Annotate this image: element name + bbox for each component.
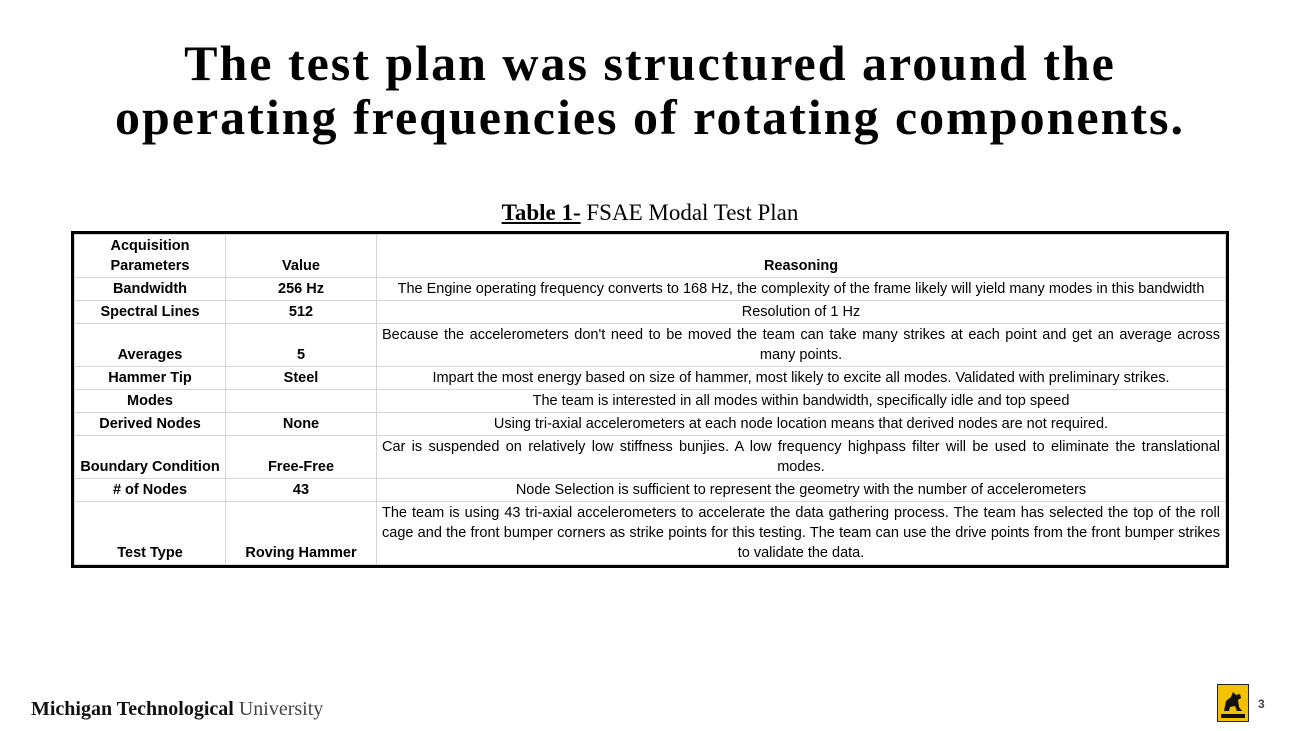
- table-caption: [0, 200, 1300, 226]
- param-cell: Test Type: [75, 502, 226, 565]
- test-plan-table: [71, 231, 1229, 568]
- param-cell: Derived Nodes: [75, 413, 226, 436]
- value-cell: Free-Free: [226, 436, 377, 479]
- page-number: 3: [1258, 697, 1265, 711]
- reason-cell: Resolution of 1 Hz: [377, 301, 1226, 324]
- value-cell: 5: [226, 324, 377, 367]
- reason-cell: Car is suspended on relatively low stiffness bunjies. A low frequency highpass filter will be used to eliminate the translational modes.: [377, 436, 1226, 479]
- value-cell: Steel: [226, 367, 377, 390]
- value-cell: Roving Hammer: [226, 502, 377, 565]
- header-value: Value: [226, 235, 377, 278]
- header-reasoning: Reasoning: [377, 235, 1226, 278]
- table-row: [75, 502, 1226, 565]
- reason-cell: Using tri-axial accelerometers at each node location means that derived nodes are not required.: [377, 413, 1226, 436]
- value-cell: 256 Hz: [226, 278, 377, 301]
- table-row: [75, 479, 1226, 502]
- param-cell: # of Nodes: [75, 479, 226, 502]
- param-cell: Modes: [75, 390, 226, 413]
- table-row: [75, 324, 1226, 367]
- reason-cell: The Engine operating frequency converts to 168 Hz, the complexity of the frame likely will yield many modes in this bandwidth: [377, 278, 1226, 301]
- husky-seal-icon: [1217, 684, 1249, 722]
- table-row: [75, 367, 1226, 390]
- value-cell: 43: [226, 479, 377, 502]
- table-caption-label: Table 1-: [501, 200, 581, 225]
- slide-title: The test plan was structured around the operating frequencies of rotating components.: [114, 35, 1186, 145]
- table-header-row: [75, 235, 1226, 278]
- value-cell: 512: [226, 301, 377, 324]
- table-caption-text: FSAE Modal Test Plan: [580, 200, 799, 225]
- table-row: [75, 390, 1226, 413]
- husky-seal-graphic: [1218, 685, 1248, 721]
- param-cell: Spectral Lines: [75, 301, 226, 324]
- reason-cell: The team is interested in all modes within bandwidth, specifically idle and top speed: [377, 390, 1226, 413]
- wordmark-light: University: [233, 698, 324, 720]
- reason-cell: Impart the most energy based on size of hammer, most likely to excite all modes. Validated with preliminary strikes.: [377, 367, 1226, 390]
- table-row: [75, 301, 1226, 324]
- header-parameters: Acquisition Parameters: [75, 235, 226, 278]
- reason-cell: The team is using 43 tri-axial accelerometers to accelerate the data gathering process. The team has selected the top of the roll cage and the front bumper corners as strike points for this testing. The team can use the drive points from the front bumper strikes to validate the data.: [377, 502, 1226, 565]
- param-cell: Hammer Tip: [75, 367, 226, 390]
- param-cell: Averages: [75, 324, 226, 367]
- reason-cell: Because the accelerometers don't need to be moved the team can take many strikes at each point and get an average across many points.: [377, 324, 1226, 367]
- university-wordmark: [31, 698, 323, 721]
- table-row: [75, 278, 1226, 301]
- value-cell: [226, 390, 377, 413]
- table-row: [75, 436, 1226, 479]
- value-cell: None: [226, 413, 377, 436]
- table-row: [75, 413, 1226, 436]
- reason-cell: Node Selection is sufficient to represent the geometry with the number of accelerometers: [377, 479, 1226, 502]
- wordmark-strong: Michigan Technological: [31, 698, 234, 720]
- param-cell: Boundary Condition: [75, 436, 226, 479]
- param-cell: Bandwidth: [75, 278, 226, 301]
